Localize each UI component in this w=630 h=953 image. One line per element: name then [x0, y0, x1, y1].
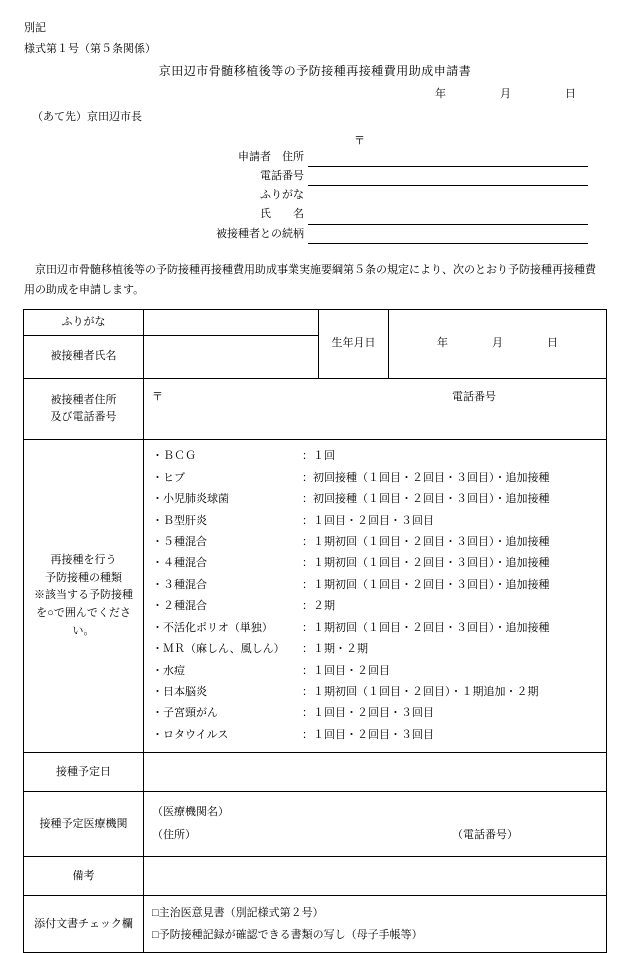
recipient-address-label-line1: 被接種者住所 — [50, 393, 117, 406]
applicant-address-field[interactable] — [308, 152, 588, 167]
checkbox-item-vaccination-record[interactable]: □予防接種記録が確認できる書類の写し（母子手帳等） — [152, 929, 423, 942]
table-row-institution — [24, 792, 607, 857]
vaccine-name: ・ＢＣＧ — [152, 450, 196, 463]
intro-paragraph: 京田辺市骨髄移植後等の予防接種再接種費用助成事業実施要綱第５条の規定により、次のとおり予防接種再接種費用の助成を申請します。 — [24, 263, 596, 297]
applicant-furigana-row — [24, 186, 588, 205]
vaccine-label-line-0: 再接種を行う — [50, 554, 117, 567]
addressee: （あて先）京田辺市長 — [32, 110, 142, 123]
institution-address-row — [152, 824, 598, 847]
vaccine-detail: ：１回目・２回目・３回目 — [302, 514, 434, 527]
institution-phone-label: （電話番号） — [452, 829, 518, 842]
institution-name-label: （医療機関名） — [152, 806, 229, 819]
list-item[interactable] — [152, 553, 602, 574]
vaccine-detail: ：１期初回（１回目・２回目）・１期追加・２期 — [302, 686, 539, 699]
recipient-name-label: 被接種者氏名 — [24, 336, 144, 379]
vaccine-name: ・ヒブ — [152, 471, 185, 484]
attachment-list — [144, 896, 606, 952]
schedule-date-value[interactable] — [144, 753, 607, 792]
table-row-remarks — [24, 857, 607, 896]
recipient-address-value[interactable] — [144, 379, 607, 440]
table-row-schedule — [24, 753, 607, 792]
table-row-address — [24, 379, 607, 440]
vaccine-label-line-4: い。 — [72, 624, 95, 637]
list-item[interactable] — [152, 468, 602, 489]
furigana-label: ふりがな — [24, 309, 144, 336]
vaccine-label-line-1: 予防接種の種類 — [45, 571, 122, 584]
institution-address-label: （住所） — [152, 829, 196, 842]
vaccine-name: ・小児肺炎球菌 — [152, 493, 229, 506]
applicant-name-row — [24, 205, 588, 224]
list-item[interactable] — [152, 639, 602, 660]
applicant-address-row — [24, 148, 588, 167]
vaccine-detail: ：１回目・２回目 — [302, 664, 390, 677]
document-header — [0, 0, 630, 244]
vaccine-name: ・不活化ポリオ（単独） — [152, 621, 273, 634]
checkbox-item-doctor-opinion[interactable]: □主治医意見書（別記様式第２号） — [152, 907, 324, 920]
recipient-address-row2[interactable] — [152, 409, 598, 432]
application-table — [23, 309, 607, 953]
recipient-address-inner — [144, 380, 606, 438]
applicant-furigana-label: ふりがな — [260, 189, 304, 202]
table-row-vaccines — [24, 440, 607, 753]
applicant-furigana-field[interactable] — [308, 191, 588, 205]
birthdate-label: 生年月日 — [319, 309, 389, 379]
furigana-value[interactable] — [144, 309, 319, 336]
vaccine-name: ・５種混合 — [152, 535, 207, 548]
attachment-check-value — [144, 896, 607, 953]
vaccine-name: ・ＭＲ（麻しん、風しん） — [152, 643, 285, 656]
applicant-relation-row — [24, 225, 588, 244]
table-row-attachments — [24, 896, 607, 953]
vaccine-detail: ：１回目・２回目・３回目 — [302, 707, 434, 720]
applicant-name-field[interactable] — [308, 210, 588, 225]
schedule-date-label: 接種予定日 — [24, 753, 144, 792]
postal-mark-icon: 〒 — [152, 391, 163, 404]
list-item[interactable] — [152, 596, 602, 617]
recipient-address-label — [24, 379, 144, 440]
vaccine-name: ・子宮頸がん — [152, 707, 218, 720]
institution-label: 接種予定医療機関 — [24, 792, 144, 857]
vaccine-detail: ：１期初回（１回目・２回目・３回目）・追加接種 — [302, 557, 550, 570]
postal-row — [24, 132, 588, 148]
postal-mark-icon: 〒 — [354, 134, 365, 147]
recipient-address-label-line2: 及び電話番号 — [50, 411, 117, 424]
vaccine-detail: ：１期初回（１回目・２回目・３回目）・追加接種 — [302, 535, 550, 548]
applicant-phone-field[interactable] — [308, 171, 588, 186]
list-item[interactable] — [152, 489, 602, 510]
remarks-value[interactable] — [144, 857, 607, 896]
document-title: 京田辺市骨髄移植後等の予防接種再接種費用助成申請書 — [158, 63, 472, 78]
applicant-relation-label: 被接種者との続柄 — [216, 227, 304, 240]
vaccine-detail: ：２期 — [302, 600, 335, 613]
institution-value[interactable] — [144, 792, 607, 857]
vaccine-detail: ：１回目・２回目・３回目 — [302, 728, 434, 741]
birthdate-value[interactable]: 年 月 日 — [389, 309, 607, 379]
vaccine-detail: ：初回接種（１回目・２回目・３回目）・追加接種 — [302, 493, 550, 506]
list-item[interactable] — [152, 532, 602, 553]
vaccine-name: ・水痘 — [152, 664, 185, 677]
vaccine-list-cell — [144, 440, 607, 753]
vaccine-detail: ：１期・２期 — [302, 643, 368, 656]
applicant-phone-row — [24, 167, 588, 186]
applicant-address-label: 申請者 住所 — [238, 150, 304, 163]
applicant-phone-label: 電話番号 — [260, 169, 304, 182]
attachment-check-label: 添付文書チェック欄 — [24, 896, 144, 953]
list-item[interactable] — [152, 703, 602, 724]
applicant-block — [24, 132, 606, 244]
list-item[interactable] — [152, 446, 602, 467]
vaccine-name: ・Ｂ型肝炎 — [152, 514, 207, 527]
list-item[interactable] — [152, 682, 602, 703]
vaccine-name: ・２種混合 — [152, 600, 207, 613]
bekki-label: 別記 — [24, 22, 46, 34]
vaccine-name: ・３種混合 — [152, 578, 207, 591]
list-item[interactable] — [152, 725, 602, 746]
vaccine-detail: ：１回 — [302, 450, 335, 463]
list-item[interactable] — [152, 661, 602, 682]
vaccine-detail: ：初回接種（１回目・２回目・３回目）・追加接種 — [302, 471, 550, 484]
vaccine-name: ・ロタウイルス — [152, 728, 229, 741]
list-item[interactable] — [152, 575, 602, 596]
vaccine-detail: ：１期初回（１回目・２回目・３回目）・追加接種 — [302, 621, 550, 634]
list-item[interactable] — [152, 618, 602, 639]
vaccine-name: ・４種混合 — [152, 557, 207, 570]
vaccine-label-line-3: を○で囲んでくださ — [36, 607, 131, 620]
vaccine-detail: ：１期初回（１回目・２回目・３回目）・追加接種 — [302, 578, 550, 591]
institution-inner — [144, 795, 606, 853]
vaccine-label-line-2: ※該当する予防接種 — [34, 589, 133, 602]
table-row-furigana — [24, 309, 607, 336]
recipient-address-row1 — [152, 386, 598, 409]
applicant-name-label: 氏 名 — [260, 208, 304, 221]
vaccine-list — [144, 440, 606, 752]
recipient-name-value[interactable] — [144, 336, 319, 379]
list-item[interactable] — [152, 511, 602, 532]
applicant-relation-field[interactable] — [308, 229, 588, 244]
date-line: 年 月 日 — [435, 87, 578, 100]
remarks-label: 備考 — [24, 857, 144, 896]
form-number: 様式第１号（第５条関係） — [24, 42, 156, 55]
vaccine-type-label — [24, 440, 144, 753]
vaccine-name: ・日本脳炎 — [152, 686, 207, 699]
recipient-phone-label: 電話番号 — [452, 391, 496, 404]
